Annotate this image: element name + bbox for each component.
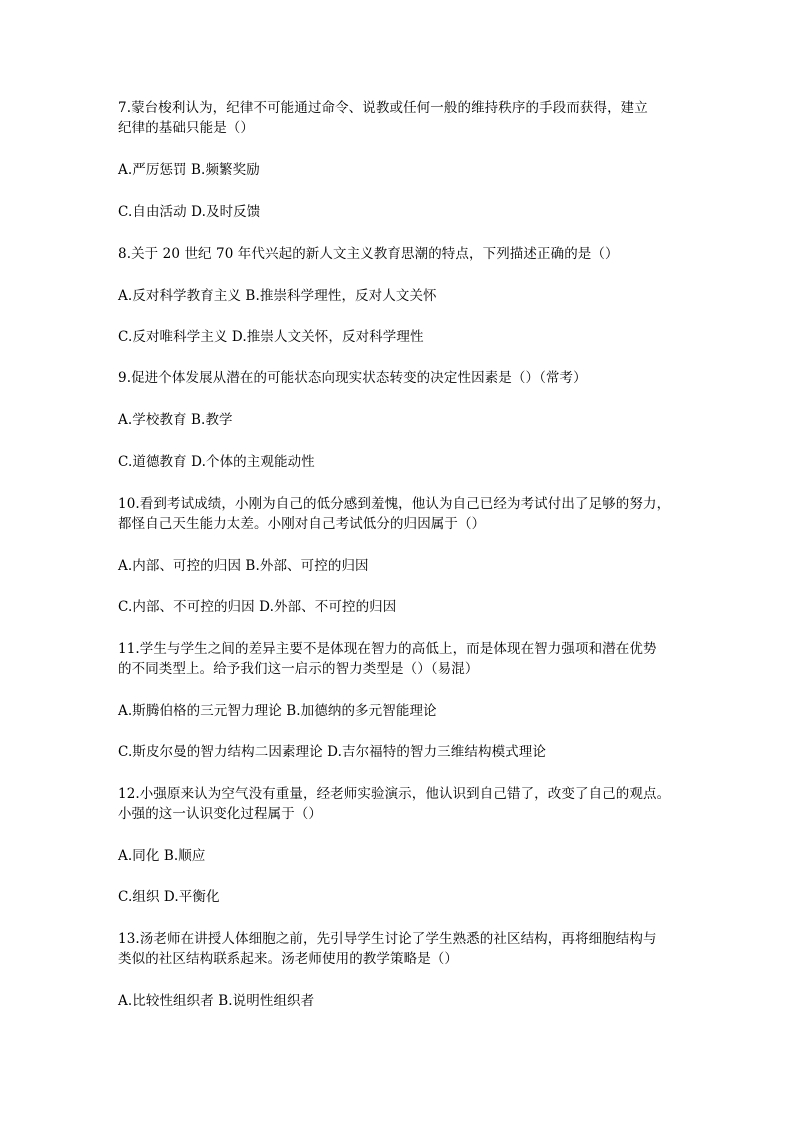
question-13-stem-line-2: 类似的社区结构联系起来。汤老师使用的教学策略是（） <box>118 951 458 967</box>
question-8-stem-line-1: 8.关于 20 世纪 70 年代兴起的新人文主义教育思潮的特点，下列描述正确的是（） <box>118 246 619 262</box>
question-7-stem-line-2: 纪律的基础只能是（） <box>118 120 254 136</box>
question-9-options-cd: C.道德教育 D.个体的主观能动性 <box>118 454 315 470</box>
question-10-stem-line-1: 10.看到考试成绩，小刚为自己的低分感到羞愧，他认为自己已经为考试付出了足够的努力， <box>118 496 671 512</box>
question-10-options-cd: C.内部、不可控的归因 D.外部、不可控的归因 <box>118 599 397 615</box>
question-13-options-ab: A.比较性组织者 B.说明性组织者 <box>118 993 315 1009</box>
question-9-options-ab: A.学校教育 B.教学 <box>118 412 233 428</box>
question-12-options-ab: A.同化 B.顺应 <box>118 848 206 864</box>
question-7-stem-line-1: 7.蒙台梭利认为，纪律不可能通过命令、说教或任何一般的维持秩序的手段而获得，建立 <box>118 100 648 116</box>
question-8-options-ab: A.反对科学教育主义 B.推崇科学理性，反对人文关怀 <box>118 288 437 304</box>
question-12-stem-line-2: 小强的这一认识变化过程属于（） <box>118 806 322 822</box>
question-7-options-cd: C.自由活动 D.及时反馈 <box>118 204 261 220</box>
question-12-options-cd: C.组织 D.平衡化 <box>118 889 220 905</box>
question-9-stem-line-1: 9.促进个体发展从潜在的可能状态向现实状态转变的决定性因素是（）（常考） <box>118 370 587 386</box>
question-8-options-cd: C.反对唯科学主义 D.推崇人文关怀，反对科学理性 <box>118 329 424 345</box>
question-11-stem-line-2: 的不同类型上。给予我们这一启示的智力类型是（）（易混） <box>118 661 479 677</box>
question-11-stem-line-1: 11.学生与学生之间的差异主要不是体现在智力的高低上，而是体现在智力强项和潜在优势 <box>118 641 657 657</box>
question-10-options-ab: A.内部、可控的归因 B.外部、可控的归因 <box>118 558 369 574</box>
question-11-options-cd: C.斯皮尔曼的智力结构二因素理论 D.吉尔福特的智力三维结构模式理论 <box>118 744 546 760</box>
question-12-stem-line-1: 12.小强原来认为空气没有重量，经老师实验演示，他认识到自己错了，改变了自己的观点。 <box>118 786 671 802</box>
question-7-options-ab: A.严厉惩罚 B.频繁奖励 <box>118 162 260 178</box>
question-11-options-ab: A.斯腾伯格的三元智力理论 B.加德纳的多元智能理论 <box>118 703 437 719</box>
question-10-stem-line-2: 都怪自己天生能力太差。小刚对自己考试低分的归因属于（） <box>118 516 486 532</box>
question-13-stem-line-1: 13.汤老师在讲授人体细胞之前，先引导学生讨论了学生熟悉的社区结构，再将细胞结构与 <box>118 931 657 947</box>
